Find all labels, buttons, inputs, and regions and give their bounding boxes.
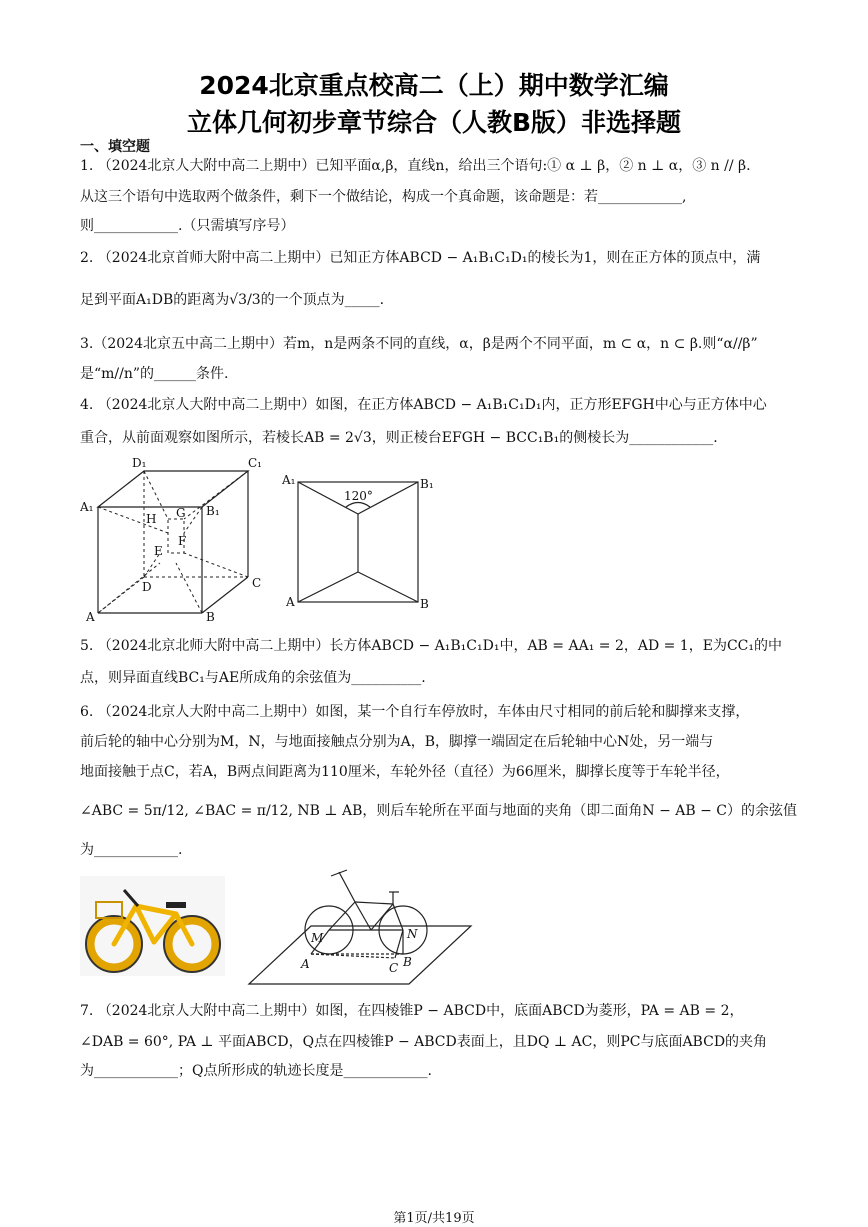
q6-line4: ∠ABC = 5π/12, ∠BAC = π/12, NB ⊥ AB，则后车轮所在平面与地面的夹角（即二面角N − AB − C）的余弦值	[80, 803, 797, 819]
cube-label-e: E	[154, 544, 163, 558]
q4-line2: 重合，从前面观察如图所示，若棱长AB = 2√3，则正棱台EFGH − BCC₁B₁的侧棱长为____________.	[80, 430, 718, 446]
front-view-figure	[280, 468, 440, 618]
cube-label-a: A	[86, 610, 95, 624]
bike-label-a: A	[301, 957, 310, 971]
q7-line2: ∠DAB = 60°, PA ⊥ 平面ABCD，Q点在四棱锥P − ABCD表面上，且DQ ⊥ AC，则PC与底面ABCD的夹角	[80, 1034, 768, 1050]
q1-line3: 则____________.（只需填写序号）	[80, 218, 295, 234]
title-line1: 2024北京重点校高二（上）期中数学汇编	[199, 71, 669, 100]
bike-label-n: N	[407, 927, 418, 941]
page-footer: 第1页/共19页	[393, 1211, 475, 1226]
q3-line2: 是“m//n”的______条件.	[80, 366, 229, 382]
title-line2: 立体几何初步章节综合（人教B版）非选择题	[186, 108, 682, 137]
front-label-b1: B₁	[420, 477, 434, 491]
cube-label-g: G	[176, 506, 186, 520]
q6-line3: 地面接触于点C，若A，B两点间距离为110厘米，车轮外径（直径）为66厘米，脚撑长度等于车轮半径，	[80, 764, 730, 780]
cube-label-d1: D₁	[132, 456, 147, 470]
q5-line1: 5. （2024北京北师大附中高二上期中）长方体ABCD − A₁B₁C₁D₁中，AB = AA₁ = 2，AD = 1，E为CC₁的中	[80, 638, 782, 654]
cube-label-b1: B₁	[206, 504, 220, 518]
q2-line1: 2. （2024北京首师大附中高二上期中）已知正方体ABCD − A₁B₁C₁D₁的棱长为1，则在正方体的顶点中，满	[80, 250, 761, 266]
cube-label-c: C	[252, 576, 262, 590]
front-label-b: B	[420, 597, 429, 611]
cube-label-b: B	[206, 610, 215, 624]
q1-line2: 从这三个语句中选取两个做条件，剩下一个做结论，构成一个真命题，该命题是：若____________,	[80, 189, 687, 205]
bike-label-c: C	[389, 961, 399, 975]
cube-label-h: H	[146, 512, 157, 526]
q2-line2: 足到平面A₁DB的距离为√3/3的一个顶点为_____.	[80, 292, 385, 308]
q5-line2: 点，则异面直线BC₁与AE所成角的余弦值为__________.	[80, 670, 426, 686]
q4-line1: 4. （2024北京人大附中高二上期中）如图，在正方体ABCD − A₁B₁C₁D₁内，正方形EFGH中心与正方体中心	[80, 397, 767, 413]
cube-label-f: F	[178, 534, 187, 548]
front-label-a: A	[286, 595, 295, 609]
q6-line2: 前后轮的轴中心分别为M，N，与地面接触点分别为A，B，脚撑一端固定在后轮轴中心N处，另一端与	[80, 734, 714, 750]
cube-figure	[80, 455, 280, 625]
q3-line1: 3.（2024北京五中高二上期中）若m，n是两条不同的直线，α，β是两个不同平面，m ⊂ α，n ⊂ β.则“α//β”	[80, 336, 758, 352]
q7-line3: 为____________；Q点所形成的轨迹长度是____________.	[80, 1063, 432, 1079]
q1-line1: 1. （2024北京人大附中高二上期中）已知平面α,β，直线n，给出三个语句:① α ⊥ β，② n ⊥ α，③ n // β.	[80, 158, 751, 174]
section-heading: 一、填空题	[80, 139, 150, 155]
bike-label-m: M	[311, 931, 324, 945]
cube-label-d: D	[142, 580, 152, 594]
q7-line1: 7. （2024北京人大附中高二上期中）如图，在四棱锥P − ABCD中，底面ABCD为菱形，PA = AB = 2，	[80, 1003, 744, 1019]
bike-label-b: B	[403, 955, 412, 969]
front-angle-label: 120°	[344, 489, 373, 503]
front-label-a1: A₁	[282, 473, 296, 487]
bicycle-diagram	[243, 868, 473, 988]
q6-line1: 6. （2024北京人大附中高二上期中）如图，某一个自行车停放时，车体由尺寸相同的前后轮和脚撑来支撑，	[80, 704, 750, 720]
cube-label-a1: A₁	[80, 500, 94, 514]
bicycle-photo	[80, 876, 225, 976]
q6-line5: 为____________.	[80, 842, 183, 858]
cube-label-c1: C₁	[248, 456, 262, 470]
